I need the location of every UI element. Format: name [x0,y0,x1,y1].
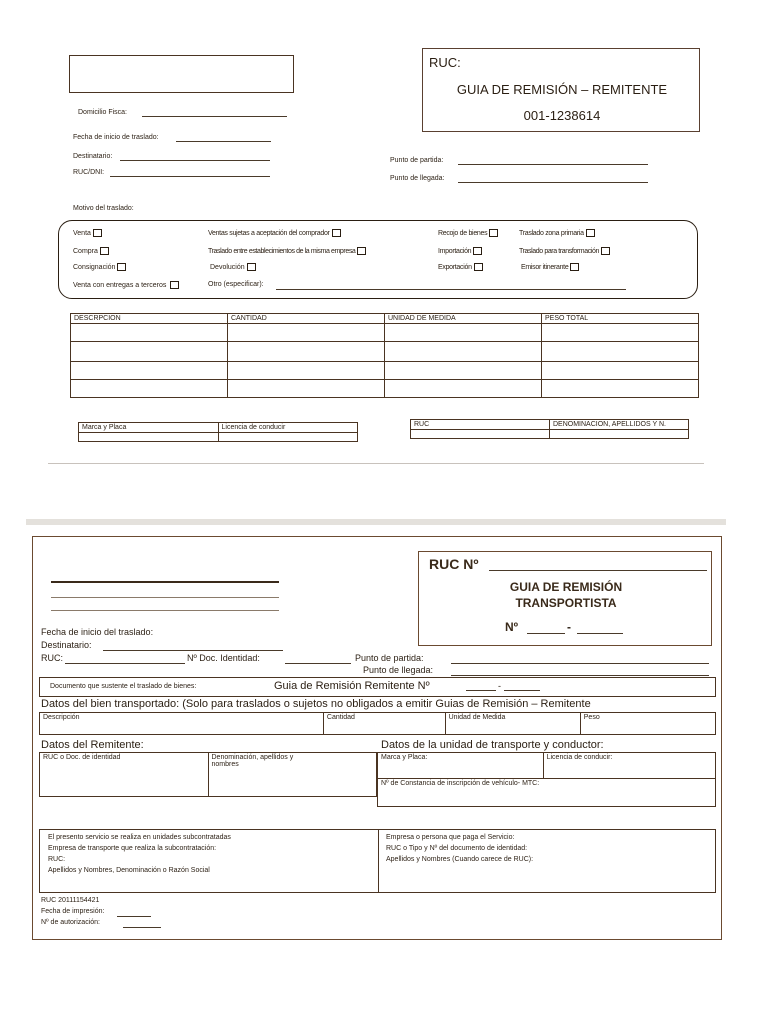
motivo-compra[interactable] [73,247,109,255]
motivo-traslado-establecimientos-label: Traslado entre establecimientos de la misma empresa [208,247,356,255]
ruc-title-box [418,551,712,646]
licencia-cell[interactable]: Licencia de conducir: [543,753,715,779]
table-cell[interactable] [385,342,542,362]
table-cell[interactable] [542,324,699,342]
footer-ruc: RUC 20111154421 [41,897,100,904]
remitente-guide-sheet [48,40,704,482]
punto-llegada-line[interactable] [451,675,709,676]
vehicle-table [78,422,358,442]
table-cell[interactable] [71,324,228,342]
motivo-venta-terceros[interactable] [73,281,179,289]
table-row [71,342,699,362]
checkbox-icon[interactable] [601,247,610,255]
table-cell[interactable] [385,362,542,380]
pagador-line: Empresa o persona que paga el Servicio: [386,834,515,841]
ruc-dni-line [110,176,270,177]
motivo-ventas-aceptacion-label: Ventas sujetas a aceptación del comprador [208,229,330,237]
motivo-otro-line[interactable] [276,289,626,290]
servicio-text [48,832,231,876]
servicio-box [39,829,716,893]
motivo-devolucion[interactable] [210,263,256,271]
table-row [40,753,377,797]
column-header: PESO TOTAL [542,314,699,324]
motivo-ventas-aceptacion[interactable] [208,229,341,237]
denominacion-line-1: Denominación, apellidos y [211,754,294,761]
table-cell[interactable] [228,324,385,342]
footer-autorizacion-line[interactable] [123,927,161,928]
fecha-inicio-label: Fecha de inicio de traslado: [73,134,159,141]
table-cell[interactable] [542,342,699,362]
table-cell[interactable] [411,430,550,439]
destinatario-label: Destinatario: [41,640,92,650]
checkbox-icon[interactable] [586,229,595,237]
column-header: RUC [411,420,550,430]
motivo-otro-label: Otro (especificar): [208,281,264,288]
checkbox-icon[interactable] [570,263,579,271]
ruc-line[interactable] [65,663,185,664]
motivo-exportacion-label: Exportación [438,263,472,271]
punto-llegada-label: Punto de llegada: [363,665,434,675]
company-line-1 [51,581,279,583]
footer-autorizacion-label: Nº de autorización: [41,919,100,926]
bottom-divider [48,463,704,464]
ruc-doc-identidad-cell[interactable]: RUC o Doc. de identidad [40,753,209,797]
motivo-consignacion[interactable] [73,263,126,271]
motivo-label: Motivo del traslado: [73,205,134,212]
ruc-title-box [422,48,700,132]
table-header-row [79,423,358,433]
page-separator [26,519,726,525]
motivo-venta-terceros-label: Venta con entregas a terceros [73,281,167,289]
fecha-inicio-line [176,141,271,142]
motivo-traslado-transformacion-label: Traslado para transformación [519,247,599,255]
servicio-divider [378,830,379,892]
table-cell[interactable] [542,380,699,398]
table-cell[interactable] [385,324,542,342]
motivo-recojo[interactable] [438,229,498,237]
motivo-traslado-zona[interactable] [519,229,595,237]
servicio-line: El presento servicio se realiza en unidades subcontratadas [48,834,231,841]
constancia-cell[interactable]: Nº de Constancia de inscripción de vehículo- MTC: [378,779,716,807]
table-row [71,380,699,398]
punto-llegada-label: Punto de llegada: [390,175,445,182]
table-cell[interactable] [385,380,542,398]
column-header: Licencia de conducir [218,423,358,433]
doc-identidad-line[interactable] [285,663,351,664]
checkbox-icon[interactable] [489,229,498,237]
checkbox-icon[interactable] [100,247,109,255]
ruc-label: RUC: [429,55,461,70]
guide-correlative-line[interactable] [577,633,623,634]
destinatario-label: Destinatario: [73,153,113,160]
company-line-3 [51,610,279,611]
sustento-separator: - [498,681,501,691]
unidad-table [377,752,716,807]
table-cell[interactable] [542,362,699,380]
motivo-importacion-label: Importación [438,247,472,255]
guide-title: GUIA DE REMISIÓN – REMITENTE [456,82,668,97]
motivo-consignacion-label: Consignación [73,263,116,271]
motivo-emisor-itinerante-label: Emisor itinerante [521,263,569,271]
table-row [40,713,716,735]
denominacion-cell[interactable] [208,753,377,797]
motivo-compra-label: Compra [73,247,98,255]
logo-box [69,55,294,93]
punto-partida-label: Punto de partida: [390,157,444,164]
servicio-line: RUC: [48,856,66,863]
motivo-traslado-zona-label: Traslado zona primaria [519,229,584,237]
guide-title-line1: GUIA DE REMISIÓN [509,580,623,594]
column-header: DENOMINACION, APELLIDOS Y N. [550,420,689,430]
motivo-devolucion-label: Devolución [210,263,245,271]
punto-partida-line[interactable] [451,663,709,664]
pagador-text [386,832,533,865]
ruc-dni-label: RUC/DNI: [73,169,105,176]
column-header: Unidad de Medida [445,713,580,735]
table-cell[interactable] [228,362,385,380]
sustento-series-line[interactable] [466,690,496,691]
motivo-emisor-itinerante[interactable] [521,263,579,271]
company-line-2 [51,597,279,598]
checkbox-icon[interactable] [247,263,256,271]
motivo-traslado-transformacion[interactable] [519,247,610,255]
domicilio-label: Domicilio Fisca: [78,109,128,116]
servicio-line: Empresa de transporte que realiza la subcontratación: [48,845,217,852]
ruc-number-line[interactable] [489,570,707,571]
ruc-label-2: RUC: [41,653,63,663]
table-row [411,430,689,439]
table-header-row [71,314,699,324]
guide-number-label: Nº [505,620,519,634]
table-row [71,362,699,380]
motivo-recojo-label: Recojo de bienes [438,229,488,237]
marca-placa-cell[interactable]: Marca y Placa: [378,753,544,779]
table-cell[interactable] [228,342,385,362]
domicilio-line [142,116,287,117]
denominacion-line-2: nombres [211,761,239,768]
datos-remitente-heading: Datos del Remitente: [41,739,144,751]
ruc-label: RUC Nº [429,556,479,572]
column-header: Marca y Placa [79,423,219,433]
motivo-venta-label: Venta [73,229,91,237]
table-row [378,753,716,779]
transportista-guide-sheet [32,536,722,940]
destinatario-line[interactable] [103,650,283,651]
fecha-inicio-label: Fecha de inicio del traslado: [41,627,154,637]
remitente-table [39,752,377,797]
documento-sustento-label: Documento que sustente el traslado de bienes: [50,683,197,690]
table-cell[interactable] [218,433,358,442]
checkbox-icon[interactable] [357,247,366,255]
column-header: Descripción [40,713,324,735]
table-row [378,779,716,807]
column-header: Cantidad [323,713,445,735]
column-header: Peso [580,713,715,735]
pagador-line: RUC o Tipo y Nº del documento de identidad: [386,845,528,852]
sustento-number-line[interactable] [504,690,540,691]
checkbox-icon[interactable] [473,247,482,255]
goods-table [70,313,699,398]
table-cell[interactable] [71,342,228,362]
datos-unidad-heading: Datos de la unidad de transporte y conductor: [381,739,604,751]
destinatario-line [120,160,270,161]
guide-number: 001-1238614 [523,108,601,123]
column-header: UNIDAD DE MEDIDA [385,314,542,324]
column-header: CANTIDAD [228,314,385,324]
servicio-line: Apellidos y Nombres, Denominación o Razón Social [48,867,210,874]
table-cell[interactable] [550,430,689,439]
guide-number-separator: - [567,620,571,634]
checkbox-icon[interactable] [93,229,102,237]
table-row [79,433,358,442]
carrier-table [410,419,689,439]
motivo-traslado-establecimientos[interactable] [208,247,366,255]
motivo-importacion[interactable] [438,247,482,255]
punto-llegada-line [458,182,648,183]
guide-title-line2: TRANSPORTISTA [515,596,617,610]
checkbox-icon[interactable] [474,263,483,271]
motivo-exportacion[interactable] [438,263,483,271]
checkbox-icon[interactable] [332,229,341,237]
table-header-row [411,420,689,430]
table-cell[interactable] [79,433,219,442]
checkbox-icon[interactable] [170,281,179,289]
datos-bien-heading: Datos del bien transportado: (Solo para traslados o sujetos no obligados a emitir Guias de Remisión – Remitente [41,698,591,710]
table-cell[interactable] [228,380,385,398]
bien-table [39,712,716,735]
pagador-line: Apellidos y Nombres (Cuando carece de RUC): [386,856,534,863]
table-row [71,324,699,342]
column-header: DESCRPCION [71,314,228,324]
footer-fecha-label: Fecha de impresión: [41,908,105,915]
table-cell[interactable] [71,380,228,398]
documento-sustento-box [39,677,716,697]
documento-sustento-guide: Guia de Remisión Remitente Nº [274,680,430,692]
checkbox-icon[interactable] [117,263,126,271]
guide-series-line[interactable] [527,633,565,634]
motivo-venta[interactable] [73,229,102,237]
footer-fecha-line[interactable] [117,916,151,917]
punto-partida-line [458,164,648,165]
table-cell[interactable] [71,362,228,380]
punto-partida-label: Punto de partida: [355,653,424,663]
doc-identidad-label: Nº Doc. Identidad: [187,653,260,663]
